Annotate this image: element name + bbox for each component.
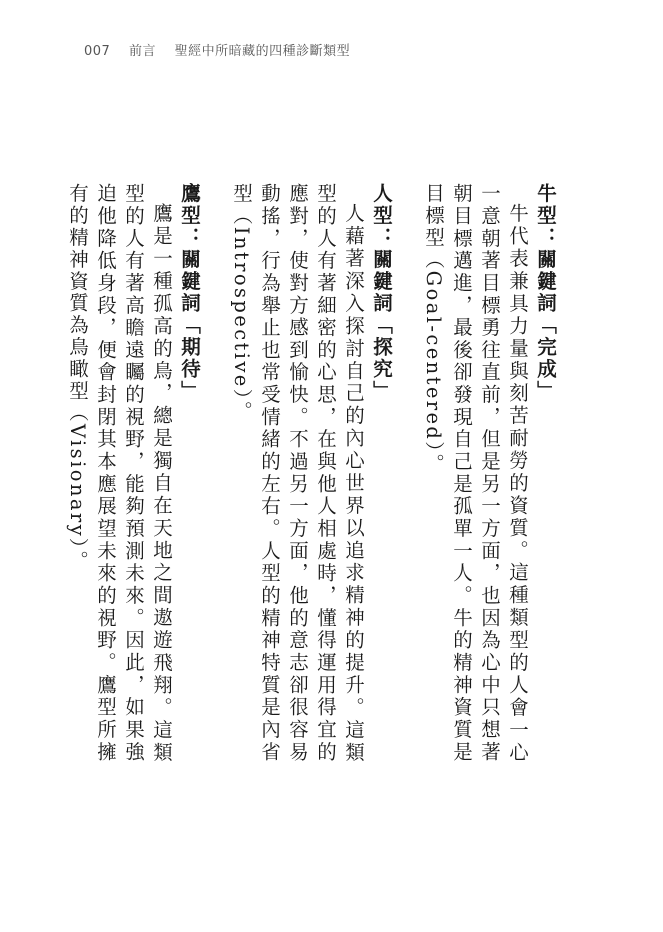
section-divider-space <box>395 183 419 763</box>
vertical-body-text <box>63 183 559 763</box>
running-header <box>84 40 364 59</box>
human-type-paragraph: 人藉著深入探討自己的內心世界以追求精神的提升。這類型的人有著細密的心思，在與他人相處時，懂得運用得宜的應對，使對方感到愉快。不過另一方面，他的意志卻很容易動搖，行為舉止也常受情緒的左右。人型的精神特質是內省型（Introspective）。 <box>230 183 365 763</box>
eagle-type-heading: 鷹型：關鍵詞「期待」 <box>178 183 201 402</box>
human-type-section <box>227 183 395 763</box>
ox-type-section <box>419 183 559 763</box>
section-divider-space <box>203 183 227 763</box>
ox-type-paragraph: 牛代表兼具力量與刻苦耐勞的資質。這種類型的人會一心一意朝著目標勇往直前，但是另一方面，也因為心中只想著朝目標邁進，最後卻發現自己是孤單一人。牛的精神資質是目標型（Goal-centered）。 <box>422 183 529 763</box>
chapter-title: 聖經中所暗藏的四種診斷類型 <box>174 44 351 59</box>
section-label: 前言 <box>128 44 156 59</box>
human-type-heading: 人型：關鍵詞「探究」 <box>370 183 393 402</box>
eagle-type-paragraph: 鷹是一種孤高的鳥，總是獨自在天地之間遨遊飛翔。這類型的人有著高瞻遠矚的視野，能夠預測未來。因此，如果強迫他降低身段，便會封閉其本應展望未來的視野。鷹型所擁有的精神資質為鳥瞰型（Visionary）。 <box>66 183 173 763</box>
page-number: 007 <box>84 44 111 59</box>
ox-type-heading: 牛型：關鍵詞「完成」 <box>534 183 557 402</box>
eagle-type-section <box>63 183 203 763</box>
